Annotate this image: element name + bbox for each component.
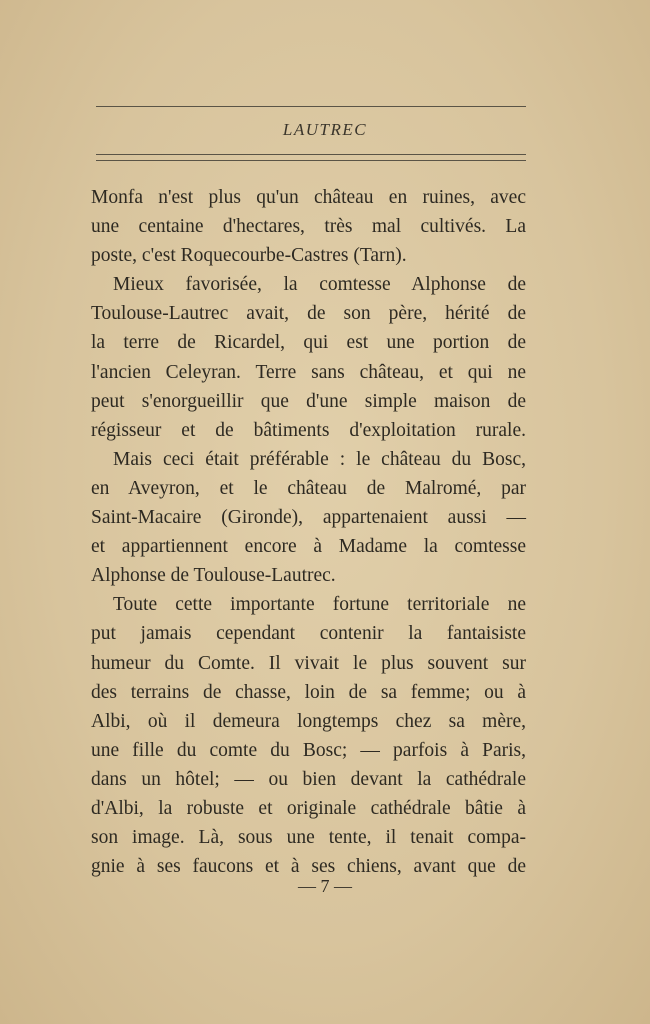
header-rule-double-1 [96,154,526,155]
text-line: Monfa n'est plus qu'un château en ruines, avec [91,187,526,208]
text-line: Toulouse-Lautrec avait, de son père, hérité de [91,303,526,325]
text-line: Toute cette importante fortune territoriale ne [113,594,526,616]
text-line: une centaine d'hectares, très mal cultivés. La [91,216,526,238]
text-line: humeur du Comte. Il vivait le plus souvent sur [91,652,526,674]
body-text [91,183,526,881]
text-line: une fille du comte du Bosc; — parfois à Paris, [91,739,526,761]
text-line: et appartiennent encore à Madame la comtesse [91,536,526,558]
text-line: poste, c'est Roquecourbe-Castres (Tarn). [91,245,407,267]
header-rule-double-2 [96,160,526,161]
text-line: gnie à ses faucons et à ses chiens, avant que de [91,856,526,878]
text-line: d'Albi, la robuste et originale cathédrale bâtie à [91,797,526,819]
running-head: LAUTREC [282,120,368,139]
text-line: peut s'enorgueillir que d'une simple maison de [91,390,526,412]
text-line: l'ancien Celeyran. Terre sans château, et qui ne [91,361,526,383]
text-line: des terrains de chasse, loin de sa femme; ou à [91,681,526,703]
text-line: dans un hôtel; — ou bien devant la cathédrale [91,768,526,790]
header-rule-top [96,106,526,107]
text-line: Albi, où il demeura longtemps chez sa mère, [91,710,526,732]
text-line: son image. Là, sous une tente, il tenait compa- [91,827,526,849]
text-line: régisseur et de bâtiments d'exploitation rurale. [91,419,526,441]
text-line: Alphonse de Toulouse-Lautrec. [91,565,336,587]
text-line: Mieux favorisée, la comtesse Alphonse de [113,274,526,296]
text-line: put jamais cependant contenir la fantaisiste [91,623,526,645]
text-line: Mais ceci était préférable : le château du Bosc, [113,448,526,470]
page-number: — 7 — [298,876,352,896]
text-line: en Aveyron, et le château de Malromé, par [91,477,526,499]
text-line: Saint-Macaire (Gironde), appartenaient aussi — [91,507,526,529]
text-line: la terre de Ricardel, qui est une portion de [91,332,526,354]
